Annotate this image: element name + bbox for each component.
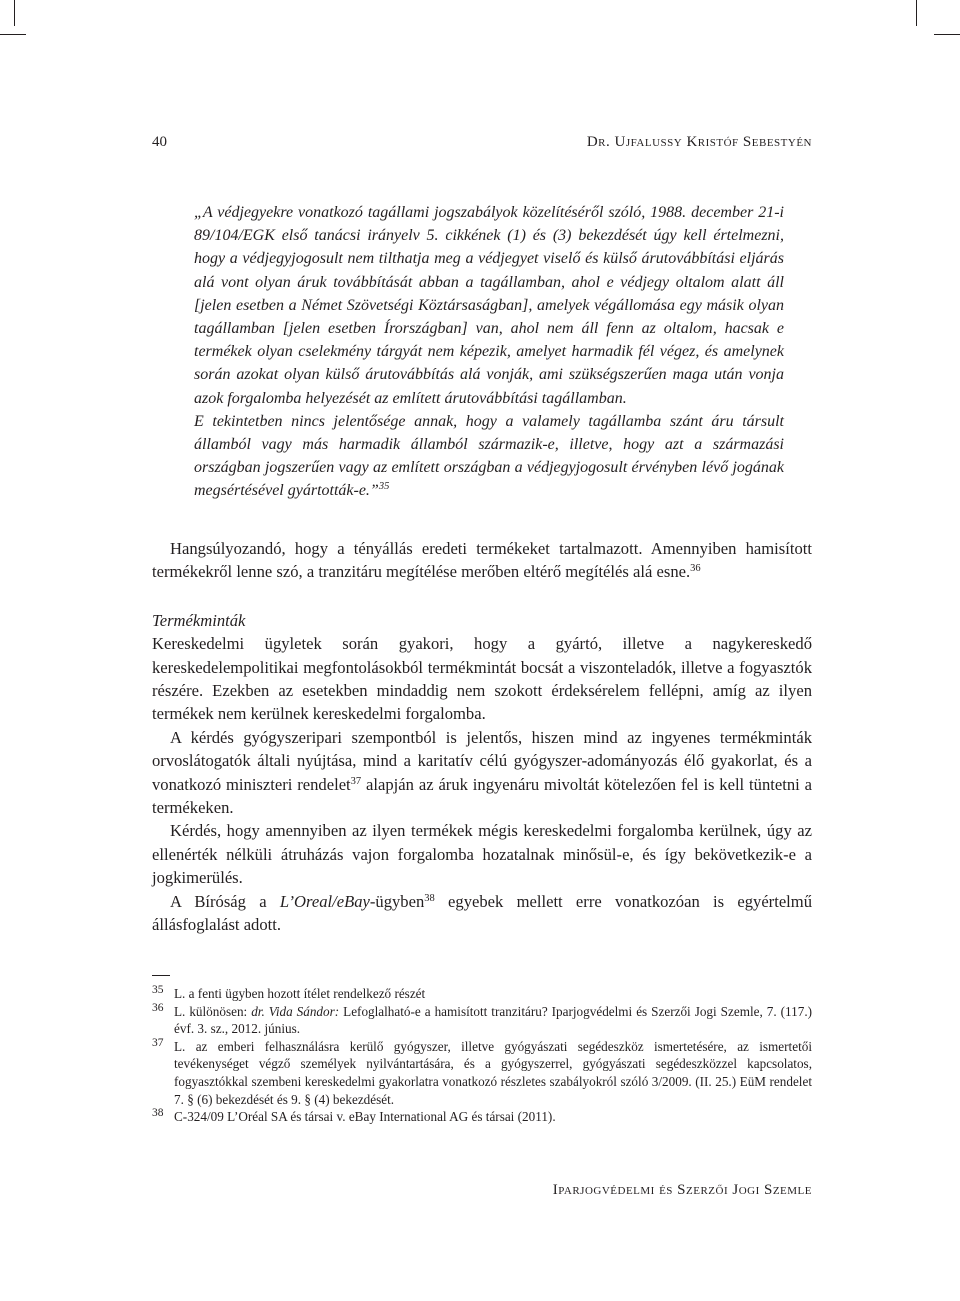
footnote-ref: 36 — [690, 563, 701, 575]
body-paragraph-text: alapján az áruk ingyenáru mivoltát kötelezően fel is kell tüntetni a termékeken. — [152, 774, 812, 818]
footnote-text: L. a fenti ügyben hozott ítélet rendelkező részét — [174, 986, 426, 1001]
body-paragraph: Kereskedelmi ügyletek során gyakori, hogy a gyártó, illetve a nagykereskedő kereskedelempolitikai megfontolásokból termékmintát bocsát a viszonteladók, illetve a fogyasztók részére. Ezekben az esetekben mindaddig nem szokott érdeksérelem fellépni, amíg az ilyen termékek nem kerülnek kereskedelmi forgalomba. — [152, 634, 812, 724]
block-quote — [194, 201, 784, 503]
crop-mark — [14, 0, 15, 26]
footnote-text: L. az emberi felhasználásra kerülő gyógyszer, illetve gyógyászati segédeszköz ismertetésére, az ismertetői tevékenységet végző személyek nyilvántartására, és a gyógyszerrel, gyógyászati segédeszközzel kapcsolatos, fogyasztókkal szembeni kereskedelmi gyakorlatra vonatkozó részletes szabályokról szóló 3/2009. (II. 25.) EüM rendelet 7. § (6) bekezdését és 9. § (4) bekezdését. — [174, 1038, 812, 1107]
body-paragraph-text: A kérdés gyógyszeripari szempontból is jelentős, hiszen mind az ingyenes termékminták orvoslátogatók általi nyújtása, mind a karitatív célú gyógyszer-adományozás élő gyakorlat, és a vonatkozó miniszteri rendelet — [152, 727, 812, 794]
body-paragraph — [152, 726, 812, 820]
footnote-number: 35 — [152, 984, 164, 996]
crop-mark — [916, 0, 917, 26]
page-number: 40 — [152, 134, 167, 150]
crop-mark — [0, 34, 26, 35]
crop-mark — [934, 34, 960, 35]
quote-paragraph: „A védjegyekre vonatkozó tagállami jogszabályok közelítéséről szóló, 1988. december 21-i 89/104/EGK első tanácsi irányelv 5. cikkének (1) és (3) bekezdését úgy kell értelmezni, hogy a védjegyjogosult nem tilthatja meg a védjegyet viselő és külső árutovábbítási eljárás alá vont olyan áruk továbbítását abban a tagállamban, ahol e védjegy oltalom alatt áll [jelen esetben a Német Szövetségi Köztársaságban], amelyek végállomása egy másik olyan tagállamban [jelen esetben Írországban] van, ahol nem áll fenn az oltalom, hacsak e termékek olyan cselekmény tárgyát nem képezik, amelyet harmadik fél végez, és amelynek során azokat olyan külső árutovábbítás alá vonják, ami szükségszerűen maga után vonja azok forgalomba helyezését az említett árutovábbítási tagállamban. — [194, 204, 784, 407]
running-title: Dr. Ujfalussy Kristóf Sebestyén — [586, 134, 812, 150]
body-text — [152, 537, 812, 937]
footnote-ref: 35 — [378, 481, 390, 493]
quote-paragraph — [194, 410, 784, 503]
body-paragraph — [152, 537, 812, 584]
case-name: L’Oreal/eBay — [279, 891, 370, 911]
body-paragraph-text: -ügyben — [369, 891, 425, 911]
footnote-number: 38 — [152, 1107, 164, 1120]
footnote-text: C-324/09 L’Oréal SA és társai v. eBay International AG és társai (2011). — [174, 1109, 556, 1125]
quote-text: E tekintetben nincs jelentősége annak, hogy a valamely tagállamba szánt áru társult államból vagy más harmadik államból származik-e, illetve, hogy azt a származási országban jogszerűen vagy az említett országban a védjegyjogosult érvényben lévő jogának megsértésével gyártották-e.” — [194, 412, 784, 500]
body-paragraph — [152, 890, 812, 937]
footnote-ref: 38 — [424, 892, 435, 904]
footnotes — [152, 985, 812, 1126]
footnote — [152, 985, 812, 1003]
footnote-number: 36 — [152, 1001, 164, 1014]
page-footer: Iparjogvédelmi és Szerzői Jogi Szemle — [552, 1182, 812, 1198]
body-paragraph-text: Hangsúlyozandó, hogy a tényállás eredeti termékeket tartalmazott. Amennyiben hamisított termékekről lenne szó, a tranzitáru megítélése merőben eltérő megítélés alá esne. — [152, 539, 812, 582]
body-paragraph: Kérdés, hogy amennyiben az ilyen termékek mégis kereskedelmi forgalomba kerülnek, úgy az ellenérték nélküli átruházás vajon forgalomba hozatalnak minősül-e, és így bekövetkezik-e a jogkimerülés. — [152, 821, 812, 888]
footnote-text: Lefoglalható-e a hamisított tranzitáru? Iparjogvédelmi és Szerzői Jogi Szemle, 7. (117.) évf. 3. sz., 2012. június. — [174, 1003, 813, 1037]
body-paragraph-text: A Bíróság a — [170, 891, 280, 911]
body-paragraph-text: egyebek mellett erre vonatkozóan is egyértelmű állásfoglalást adott. — [152, 891, 812, 935]
footnote-ref: 37 — [350, 775, 362, 787]
footnote — [152, 1003, 812, 1038]
footnote — [152, 1108, 812, 1126]
footnote-rule — [152, 975, 170, 976]
author-name: dr. Vida Sándor: — [251, 1003, 340, 1019]
footnote — [152, 1038, 812, 1108]
footnote-text: L. különösen: — [174, 1003, 252, 1019]
section-heading: Termékminták — [152, 610, 246, 630]
footnote-number: 37 — [152, 1036, 164, 1049]
page-header — [152, 134, 812, 154]
